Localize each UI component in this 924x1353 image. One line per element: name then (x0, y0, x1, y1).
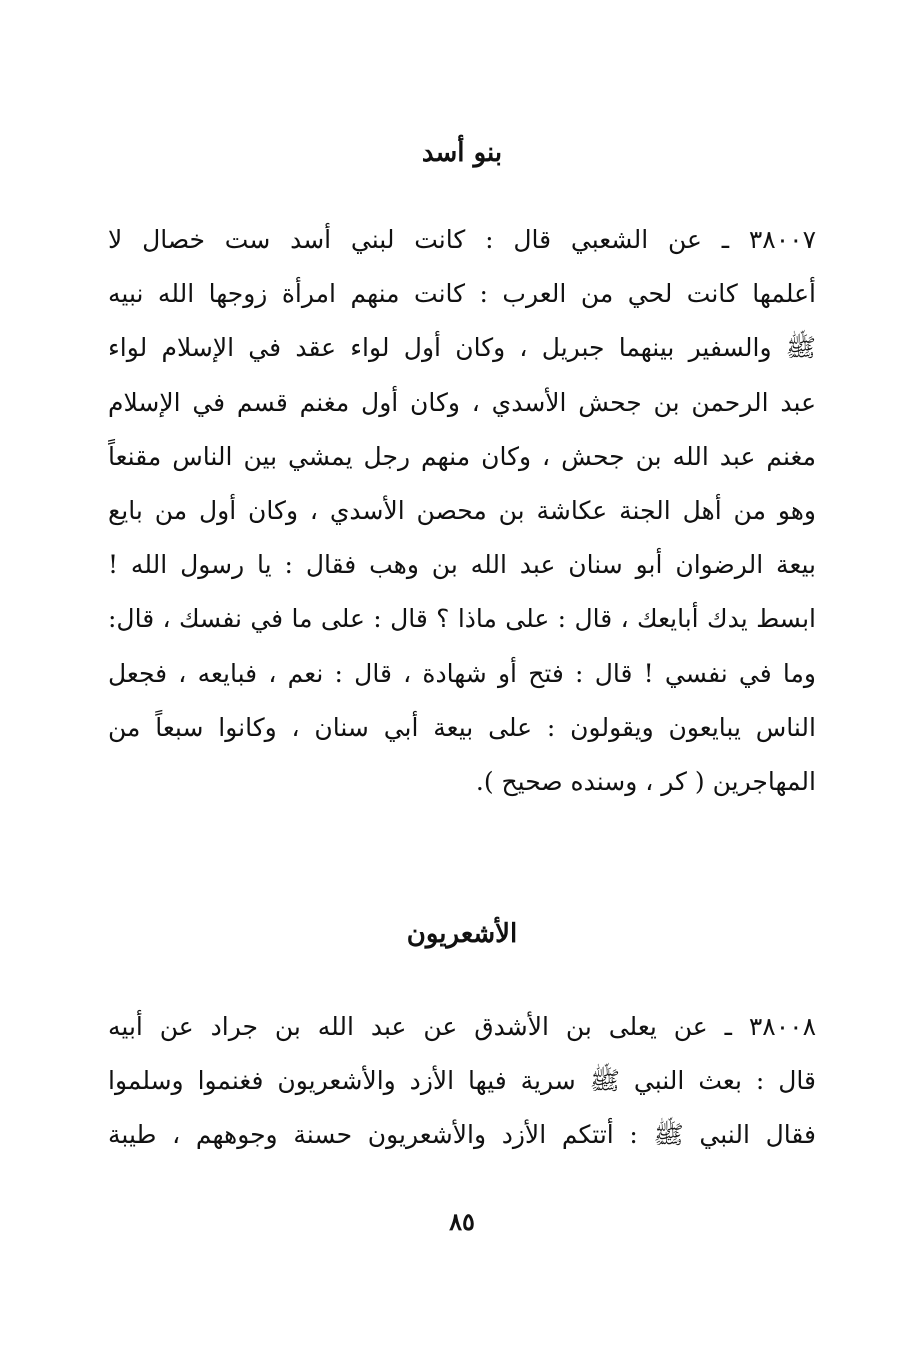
text-line: مغنم عبد الله بن جحش ، وكان منهم رجل يمشي بين الناس مقنعاً (108, 441, 816, 471)
text-line: وهو من أهل الجنة عكاشة بن محصن الأسدي ، وكان أول من بايع (108, 495, 816, 525)
text-line: قال : بعث النبي ﷺ سرية فيها الأزد والأشعريون فغنموا وسلموا (108, 1066, 816, 1096)
page-number: ٨٥ (449, 1207, 475, 1236)
hadith-38008-paragraph (108, 1000, 816, 1163)
text-line: أعلمها كانت لحي من العرب : كانت منهم امرأة زوجها الله نبيه (108, 279, 816, 309)
text-line: عبد الرحمن بن جحش الأسدي ، وكان أول مغنم قسم في الإسلام (108, 387, 816, 417)
section-heading-banu-asad: بنو أسد (421, 138, 503, 168)
text-line: وما في نفسي ! قال : فتح أو شهادة ، قال : نعم ، فبايعه ، فجعل (108, 658, 816, 688)
text-line: ٣٨٠٠٧ ـ عن الشعبي قال : كانت لبني أسد ست خصال لا (108, 225, 816, 254)
hadith-38007-paragraph (108, 213, 816, 809)
text-line: ابسط يدك أبايعك ، قال : على ماذا ؟ قال : على ما في نفسك ، قال: (108, 604, 816, 634)
text-line: المهاجرين ( كر ، وسنده صحيح ). (475, 766, 816, 796)
text-line: ٣٨٠٠٨ ـ عن يعلى بن الأشدق عن عبد الله بن جراد عن أبيه (108, 1012, 816, 1041)
text-line: الناس يبايعون ويقولون : على بيعة أبي سنان ، وكانوا سبعاً من (108, 712, 816, 742)
text-line: فقال النبي ﷺ : أتتكم الأزد والأشعريون حسنة وجوههم ، طيبة (108, 1120, 816, 1150)
text-line: ﷺ والسفير بينهما جبريل ، وكان أول لواء عقد في الإسلام لواء (108, 333, 816, 363)
text-line: بيعة الرضوان أبو سنان عبد الله بن وهب فقال : يا رسول الله ! (108, 550, 816, 580)
section-heading-al-ashariyun: الأشعريون (406, 919, 518, 949)
